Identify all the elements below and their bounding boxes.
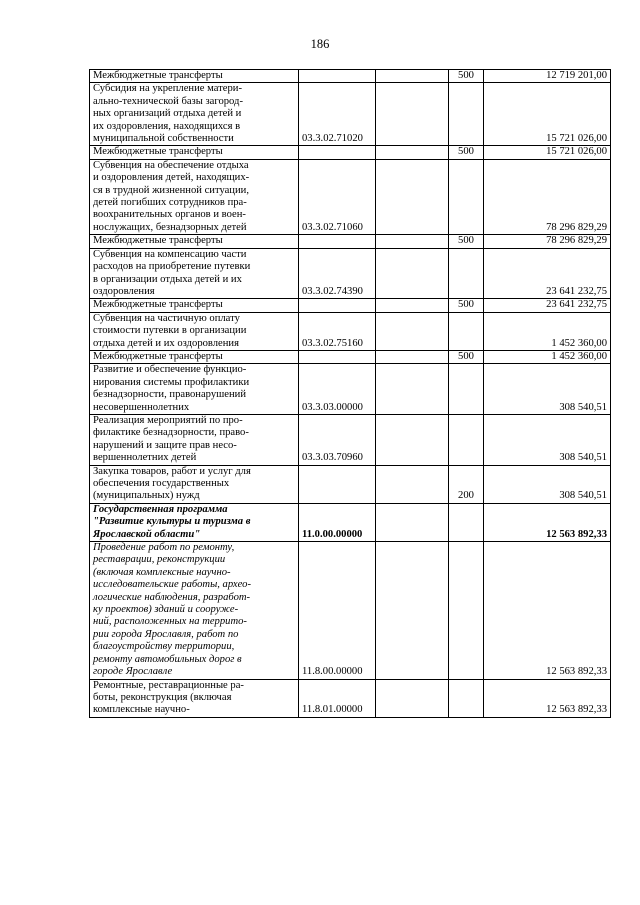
row-name-line: реставрации, реконструкции (93, 554, 226, 566)
row-code-cell (299, 299, 376, 312)
row-amount-cell: 12 719 201,00 (484, 70, 611, 83)
row-name-line: в организации отдыха детей и их (93, 273, 242, 285)
row-name-line: нирования системы профилактики (93, 376, 250, 388)
row-name-line: (муниципальных) нужд (93, 490, 200, 502)
row-name-cell (90, 312, 299, 350)
row-code-cell: 11.0.00.00000 (299, 503, 376, 541)
row-amount-cell: 78 296 829,29 (484, 235, 611, 248)
row-name-line: Закупка товаров, работ и услуг для (93, 465, 251, 477)
row-code-cell: 03.3.02.71020 (299, 83, 376, 146)
budget-table (89, 69, 611, 718)
row-name-line: Межбюджетные трансферты (93, 146, 223, 158)
row-name-cell (90, 679, 299, 717)
row-name-line: Межбюджетные трансферты (93, 235, 223, 247)
row-name-line: ально-технической базы загород- (93, 95, 243, 107)
table-row (90, 299, 611, 312)
table-row (90, 364, 611, 415)
row-name-line: Проведение работ по ремонту, (93, 542, 235, 554)
row-name-line: детей погибших сотрудников пра- (93, 197, 247, 209)
row-name-line: нослужащих, безнадзорных детей (93, 221, 247, 233)
table-row (90, 312, 611, 350)
row-name-line: Ярославской области" (93, 528, 201, 540)
row-name-line: Развитие и обеспечение функцио- (93, 364, 247, 376)
row-expense-type-cell (449, 364, 484, 415)
row-code-cell: 11.8.00.00000 (299, 542, 376, 679)
row-empty-cell (376, 83, 449, 146)
table-row (90, 235, 611, 248)
row-amount-cell: 12 563 892,33 (484, 679, 611, 717)
row-name-line: исследовательские работы, архео- (93, 579, 252, 591)
row-empty-cell (376, 159, 449, 234)
row-expense-type-cell (449, 414, 484, 465)
row-amount-cell: 1 452 360,00 (484, 312, 611, 350)
row-name-line: Субсидия на укрепление матери- (93, 83, 242, 95)
row-code-cell: 03.3.02.74390 (299, 248, 376, 299)
row-name-cell (90, 350, 299, 363)
row-name-line: Субвенция на компенсацию части (93, 248, 247, 260)
row-empty-cell (376, 146, 449, 159)
row-expense-type-cell (449, 248, 484, 299)
row-empty-cell (376, 235, 449, 248)
table-row (90, 159, 611, 234)
row-amount-cell: 15 721 026,00 (484, 83, 611, 146)
row-name-cell (90, 542, 299, 679)
row-name-cell (90, 465, 299, 503)
row-empty-cell (376, 503, 449, 541)
row-code-cell (299, 235, 376, 248)
row-name-line: благоустройству территории, (93, 641, 235, 653)
row-name-line: стоимости путевки в организации (93, 325, 247, 337)
row-name-line: Реализация мероприятий по про- (93, 414, 243, 426)
row-empty-cell (376, 350, 449, 363)
row-name-cell (90, 248, 299, 299)
row-expense-type-cell: 500 (449, 299, 484, 312)
row-expense-type-cell: 200 (449, 465, 484, 503)
row-code-cell: 03.3.02.75160 (299, 312, 376, 350)
table-row (90, 83, 611, 146)
row-amount-cell: 308 540,51 (484, 465, 611, 503)
budget-table-body (90, 70, 611, 718)
row-name-line: муниципальной собственности (93, 133, 234, 145)
table-row (90, 542, 611, 679)
row-code-cell: 03.3.03.00000 (299, 364, 376, 415)
row-amount-cell: 12 563 892,33 (484, 542, 611, 679)
row-empty-cell (376, 312, 449, 350)
row-name-cell (90, 503, 299, 541)
row-amount-cell: 308 540,51 (484, 414, 611, 465)
row-name-line: городе Ярославле (93, 666, 173, 678)
row-expense-type-cell: 500 (449, 146, 484, 159)
row-name-line: Субвенция на частичную оплату (93, 312, 240, 324)
row-code-cell (299, 70, 376, 83)
row-empty-cell (376, 414, 449, 465)
table-row (90, 248, 611, 299)
row-empty-cell (376, 465, 449, 503)
row-name-line: ний, расположенных на террито- (93, 616, 247, 628)
table-row (90, 465, 611, 503)
row-amount-cell: 23 641 232,75 (484, 248, 611, 299)
table-row (90, 414, 611, 465)
row-name-line: отдыха детей и их оздоровления (93, 337, 239, 349)
row-name-line: нарушений и защите прав несо- (93, 439, 237, 451)
row-code-cell: 03.3.02.71060 (299, 159, 376, 234)
row-name-cell (90, 414, 299, 465)
row-name-line: ных организаций отдыха детей и (93, 108, 242, 120)
row-name-line: "Развитие культуры и туризма в (93, 516, 251, 528)
row-expense-type-cell (449, 312, 484, 350)
row-name-line: рии города Ярославля, работ по (93, 628, 239, 640)
row-name-line: Субвенция на обеспечение отдыха (93, 159, 249, 171)
row-name-line: (включая комплексные научно- (93, 566, 231, 578)
table-row (90, 503, 611, 541)
row-name-line: филактике безнадзорности, право- (93, 427, 249, 439)
row-amount-cell: 12 563 892,33 (484, 503, 611, 541)
row-name-line: вершеннолетних детей (93, 452, 197, 464)
row-name-line: их оздоровления, находящихся в (93, 120, 241, 132)
row-amount-cell: 308 540,51 (484, 364, 611, 415)
row-expense-type-cell: 500 (449, 350, 484, 363)
row-name-line: оздоровления (93, 285, 155, 297)
row-name-line: несовершеннолетних (93, 401, 190, 413)
table-row (90, 350, 611, 363)
row-code-cell (299, 350, 376, 363)
row-name-line: боты, реконструкция (включая (93, 691, 232, 703)
row-name-line: расходов на приобретение путевки (93, 261, 251, 273)
row-amount-cell: 1 452 360,00 (484, 350, 611, 363)
row-code-cell (299, 465, 376, 503)
row-code-cell: 03.3.03.70960 (299, 414, 376, 465)
row-name-line: и оздоровления детей, находящих- (93, 172, 250, 184)
row-name-cell (90, 70, 299, 83)
row-name-line: ся в трудной жизненной ситуации, (93, 184, 249, 196)
row-expense-type-cell: 500 (449, 70, 484, 83)
row-name-line: безнадзорности, правонарушений (93, 389, 246, 401)
row-empty-cell (376, 70, 449, 83)
table-row (90, 146, 611, 159)
row-name-line: логические наблюдения, разработ- (93, 591, 251, 603)
row-expense-type-cell (449, 159, 484, 234)
row-name-cell (90, 364, 299, 415)
row-name-line: воохранительных органов и воен- (93, 209, 246, 221)
row-expense-type-cell (449, 542, 484, 679)
row-amount-cell: 78 296 829,29 (484, 159, 611, 234)
row-empty-cell (376, 679, 449, 717)
row-name-line: Межбюджетные трансферты (93, 70, 223, 81)
row-empty-cell (376, 542, 449, 679)
row-empty-cell (376, 299, 449, 312)
row-empty-cell (376, 248, 449, 299)
row-name-cell (90, 299, 299, 312)
row-name-line: ку проектов) зданий и сооруже- (93, 604, 239, 616)
row-name-line: Государственная программа (93, 503, 228, 515)
table-row (90, 70, 611, 83)
row-name-cell (90, 146, 299, 159)
row-name-line: Межбюджетные трансферты (93, 299, 223, 311)
table-row (90, 679, 611, 717)
row-name-cell (90, 235, 299, 248)
row-name-cell (90, 159, 299, 234)
page-number: 186 (310, 37, 330, 51)
row-expense-type-cell (449, 679, 484, 717)
row-name-line: обеспечения государственных (93, 478, 230, 489)
row-amount-cell: 15 721 026,00 (484, 146, 611, 159)
row-name-line: Межбюджетные трансферты (93, 350, 223, 362)
row-name-cell (90, 83, 299, 146)
row-name-line: ремонту автомобильных дорог в (93, 653, 242, 665)
row-expense-type-cell (449, 503, 484, 541)
row-expense-type-cell: 500 (449, 235, 484, 248)
row-name-line: комплексные научно- (93, 704, 190, 716)
row-expense-type-cell (449, 83, 484, 146)
row-amount-cell: 23 641 232,75 (484, 299, 611, 312)
row-name-line: Ремонтные, реставрационные ра- (93, 679, 244, 691)
row-code-cell: 11.8.01.00000 (299, 679, 376, 717)
row-empty-cell (376, 364, 449, 415)
row-code-cell (299, 146, 376, 159)
